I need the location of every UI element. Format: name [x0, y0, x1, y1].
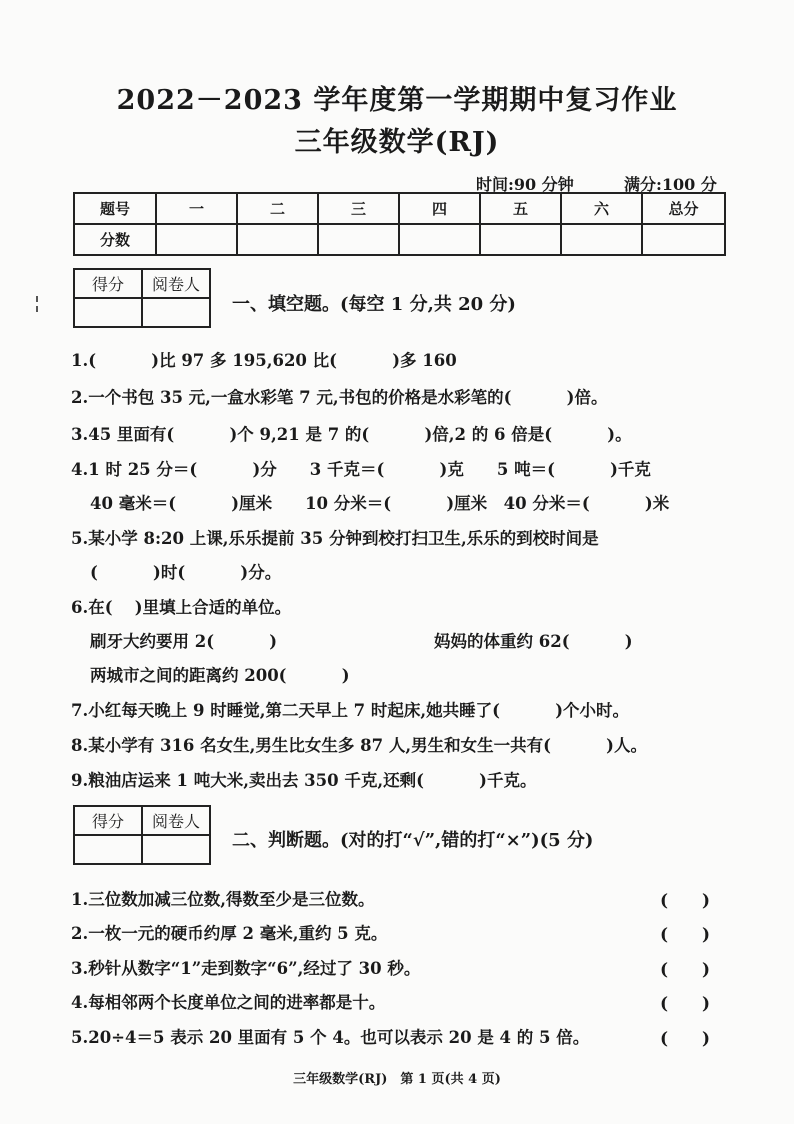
question-line: 7.小红每天晚上 9 时睡觉,第二天早上 7 时起床,她共睡了( )个小时。 [71, 701, 630, 720]
score-cell-header: 六 [561, 193, 642, 224]
grader-box-1 [73, 268, 211, 328]
margin-mark [36, 306, 38, 312]
score-cell-header: 一 [156, 193, 237, 224]
section2-heading: 二、判断题。(对的打“√”,错的打“×”)(5 分) [232, 830, 594, 851]
score-cell-empty [642, 224, 725, 255]
question-line: 8.某小学有 316 名女生,男生比女生多 87 人,男生和女生一共有( )人。 [71, 736, 647, 755]
score-cell-empty [480, 224, 561, 255]
question-line: 40 毫米＝( )厘米 10 分米＝( )厘米 40 分米＝( )米 [90, 494, 670, 513]
grader-score-cell [74, 835, 142, 864]
judge-item: 2.一枚一元的硬币约厚 2 毫米,重约 5 克。 [71, 924, 388, 943]
exam-title: 2022－2023 学年度第一学期期中复习作业 [116, 85, 678, 116]
score-cell-empty [156, 224, 237, 255]
grader-name-label: 阅卷人 [142, 806, 210, 835]
question-line: 4.1 时 25 分＝( )分 3 千克＝( )克 5 吨＝( )千克 [71, 460, 651, 479]
exam-full-score: 满分:100 分 [624, 175, 717, 194]
score-cell-empty [399, 224, 480, 255]
answer-blank: ( ) [660, 960, 711, 980]
page-footer: 三年级数学(RJ) 第 1 页(共 4 页) [293, 1072, 501, 1087]
score-cell-empty [237, 224, 318, 255]
answer-blank: ( ) [660, 925, 711, 945]
judge-item: 5.20÷4＝5 表示 20 里面有 5 个 4。也可以表示 20 是 4 的 5 倍。 [71, 1028, 590, 1047]
judge-item: 1.三位数加减三位数,得数至少是三位数。 [71, 890, 375, 909]
score-cell-empty [561, 224, 642, 255]
exam-time: 时间:90 分钟 [476, 175, 574, 194]
section1-heading: 一、填空题。(每空 1 分,共 20 分) [232, 294, 516, 315]
score-cell-header: 二 [237, 193, 318, 224]
question-line: 2.一个书包 35 元,一盒水彩笔 7 元,书包的价格是水彩笔的( )倍。 [71, 388, 608, 407]
question-line: 刷牙大约要用 2( ) [90, 632, 278, 651]
score-cell-header: 题号 [74, 193, 156, 224]
answer-blank: ( ) [660, 1029, 711, 1049]
score-cell-empty [318, 224, 399, 255]
margin-mark [36, 296, 38, 302]
question-line: 3.45 里面有( )个 9,21 是 7 的( )倍,2 的 6 倍是( )。 [71, 425, 632, 444]
score-cell-header: 四 [399, 193, 480, 224]
question-line: 妈妈的体重约 62( ) [434, 632, 633, 651]
exam-subtitle: 三年级数学(RJ) [294, 127, 500, 158]
grader-name-cell [142, 298, 210, 327]
question-line: 1.( )比 97 多 195,620 比( )多 160 [71, 351, 457, 370]
question-line: 9.粮油店运来 1 吨大米,卖出去 350 千克,还剩( )千克。 [71, 771, 537, 790]
score-table-score-row [74, 224, 725, 255]
question-line: 5.某小学 8:20 上课,乐乐提前 35 分钟到校打扫卫生,乐乐的到校时间是 [71, 529, 599, 548]
grader-box-2 [73, 805, 211, 865]
score-table [73, 192, 726, 256]
answer-blank: ( ) [660, 891, 711, 911]
question-line: ( )时( )分。 [90, 563, 282, 582]
grader-score-label: 得分 [74, 269, 142, 298]
score-cell-header: 五 [480, 193, 561, 224]
grader-name-cell [142, 835, 210, 864]
judge-item: 3.秒针从数字“1”走到数字“6”,经过了 30 秒。 [71, 959, 421, 978]
judge-item: 4.每相邻两个长度单位之间的进率都是十。 [71, 993, 386, 1012]
grader-name-label: 阅卷人 [142, 269, 210, 298]
grader-score-label: 得分 [74, 806, 142, 835]
score-cell-header: 三 [318, 193, 399, 224]
question-line: 两城市之间的距离约 200( ) [90, 666, 350, 685]
question-line: 6.在( )里填上合适的单位。 [71, 598, 292, 617]
score-cell-header: 总分 [642, 193, 725, 224]
score-row-label: 分数 [74, 224, 156, 255]
grader-score-cell [74, 298, 142, 327]
score-table-header-row [74, 193, 725, 224]
answer-blank: ( ) [660, 994, 711, 1014]
